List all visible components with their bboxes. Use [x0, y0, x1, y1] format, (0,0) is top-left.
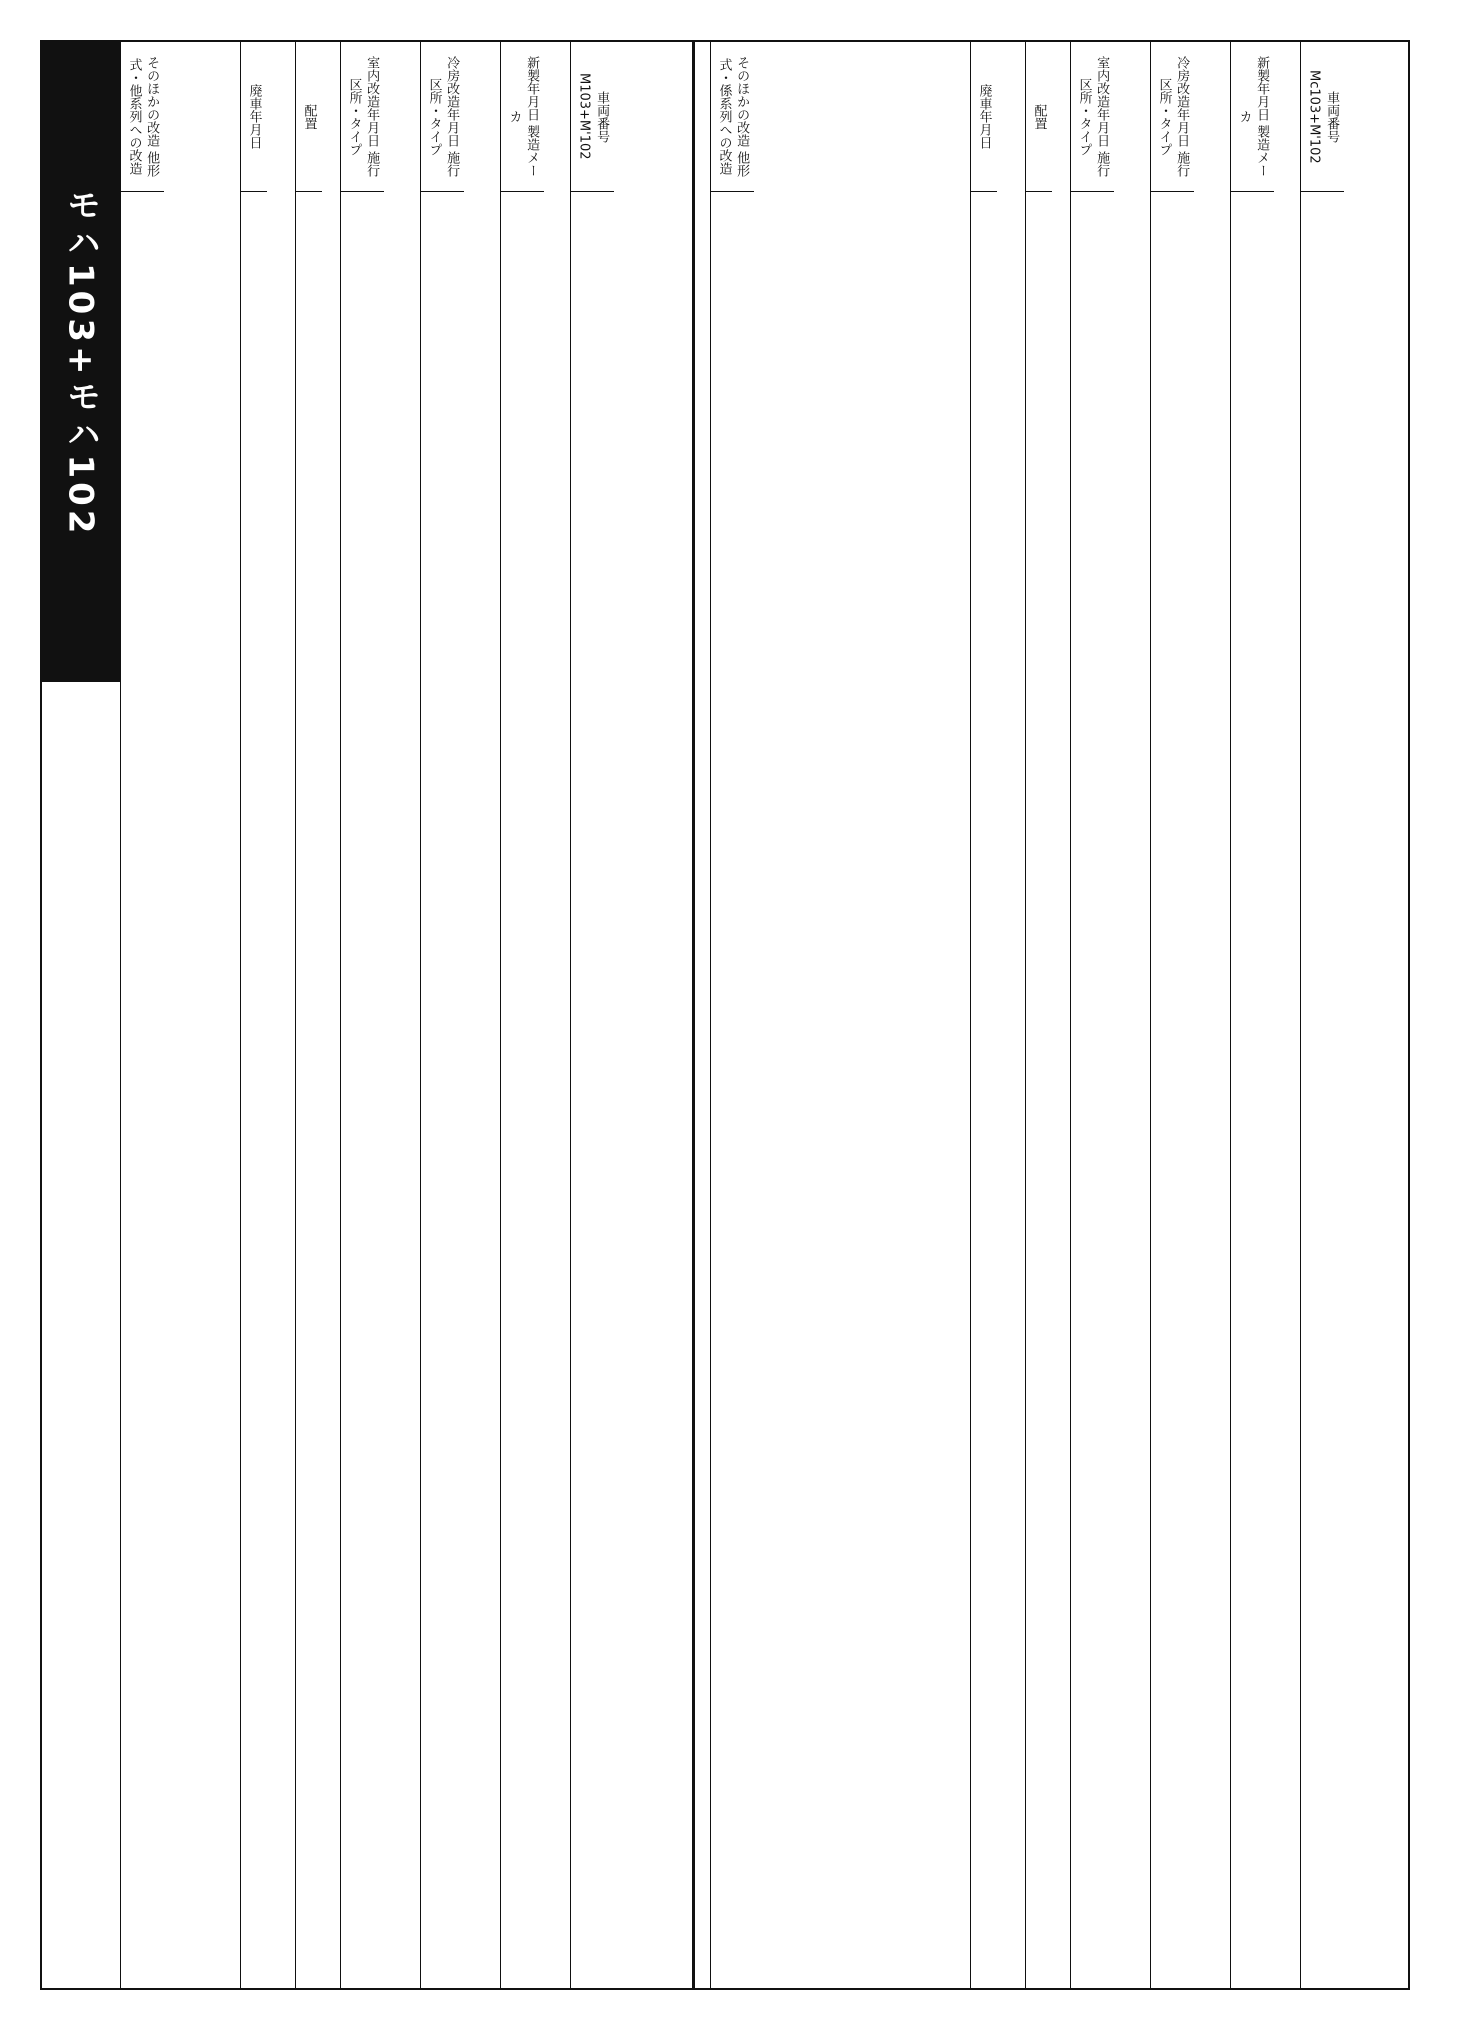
column-header: 新製年月日 製造メーカ: [501, 42, 544, 192]
column-ac-refit: [1150, 42, 1230, 1988]
column-cells: [121, 192, 127, 204]
column-scrapped: [970, 42, 1025, 1988]
column-header: 室内改造年月日 施行区所・タイプ: [1071, 42, 1114, 192]
column-cells: [711, 192, 717, 204]
column-built: [500, 42, 570, 1988]
column-header: 配置: [296, 42, 322, 192]
column-interior-refit: [1070, 42, 1150, 1988]
table-divider: [692, 42, 695, 1988]
table-sheet: [40, 40, 1410, 1990]
column-header: 冷房改造年月日 施行区所・タイプ: [421, 42, 464, 192]
column-depot: [1025, 42, 1070, 1988]
column-cells: [1231, 192, 1237, 204]
column-car-number: [1300, 42, 1410, 1988]
column-cells: [571, 192, 577, 204]
column-header: 冷房改造年月日 施行区所・タイプ: [1151, 42, 1194, 192]
column-header: 車両番号 Mc103+M'102: [1301, 42, 1344, 192]
column-other-mods: [710, 42, 970, 1988]
column-header: 室内改造年月日 施行区所・タイプ: [341, 42, 384, 192]
column-cells: [1301, 192, 1307, 204]
column-header: 車両番号 M103+M'102: [571, 42, 614, 192]
page-title: モハ103+モハ102: [60, 186, 101, 538]
column-interior-refit: [340, 42, 420, 1988]
left-table: [120, 42, 680, 1988]
right-table: [710, 42, 1410, 1988]
column-header: そのほかの改造 他形式・係系列への改造: [711, 42, 754, 192]
column-header: 配置: [1026, 42, 1052, 192]
title-bar: [42, 42, 120, 682]
column-built: [1230, 42, 1300, 1988]
column-cells: [501, 192, 507, 204]
column-header: 新製年月日 製造メーカ: [1231, 42, 1274, 192]
column-cells: [1151, 192, 1157, 204]
column-depot: [295, 42, 340, 1988]
column-scrapped: [240, 42, 295, 1988]
column-cells: [296, 192, 302, 204]
column-ac-refit: [420, 42, 500, 1988]
column-cells: [1026, 192, 1032, 204]
column-cells: [971, 192, 977, 204]
column-cells: [341, 192, 347, 204]
column-header: 廃車年月日: [241, 42, 267, 192]
column-cells: [1071, 192, 1077, 204]
column-cells: [421, 192, 427, 204]
column-header: 廃車年月日: [971, 42, 997, 192]
column-other-mods: [120, 42, 240, 1988]
column-car-number: [570, 42, 680, 1988]
column-cells: [241, 192, 247, 204]
column-header: そのほかの改造 他形式・他系列への改造: [121, 42, 164, 192]
